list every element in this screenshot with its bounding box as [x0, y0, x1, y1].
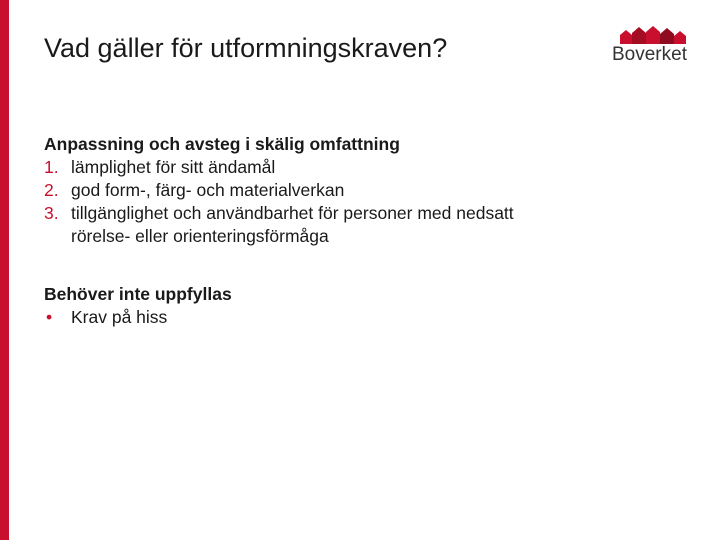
slide-body	[44, 133, 644, 329]
list-number: 1.	[44, 157, 59, 177]
numbered-list	[44, 156, 644, 248]
list-item	[44, 306, 644, 329]
slide-title: Vad gäller för utformningskraven?	[44, 33, 448, 63]
list-item	[44, 156, 644, 179]
left-accent-bar	[0, 0, 9, 540]
list-item-text: lämplighet för sitt ändamål	[71, 157, 276, 177]
list-item	[44, 179, 644, 202]
list-item-text: tillgänglighet och användbarhet för personer med nedsatt rörelse- eller orienteringsförmåga	[71, 203, 514, 246]
section-heading-not-required: Behöver inte uppfyllas	[44, 284, 232, 304]
bullet-icon: •	[46, 307, 53, 327]
list-number: 2.	[44, 180, 59, 200]
boverket-logo	[612, 24, 698, 68]
section-heading-adaptation: Anpassning och avsteg i skälig omfattning	[44, 134, 400, 154]
list-item	[44, 202, 521, 248]
bullet-list	[44, 306, 644, 329]
logo-wordmark: Boverket	[612, 44, 687, 65]
red-rooftops-icon	[620, 24, 692, 44]
list-item-text: god form-, färg- och materialverkan	[71, 180, 345, 200]
list-number: 3.	[44, 203, 59, 223]
list-item-text: Krav på hiss	[71, 307, 168, 327]
